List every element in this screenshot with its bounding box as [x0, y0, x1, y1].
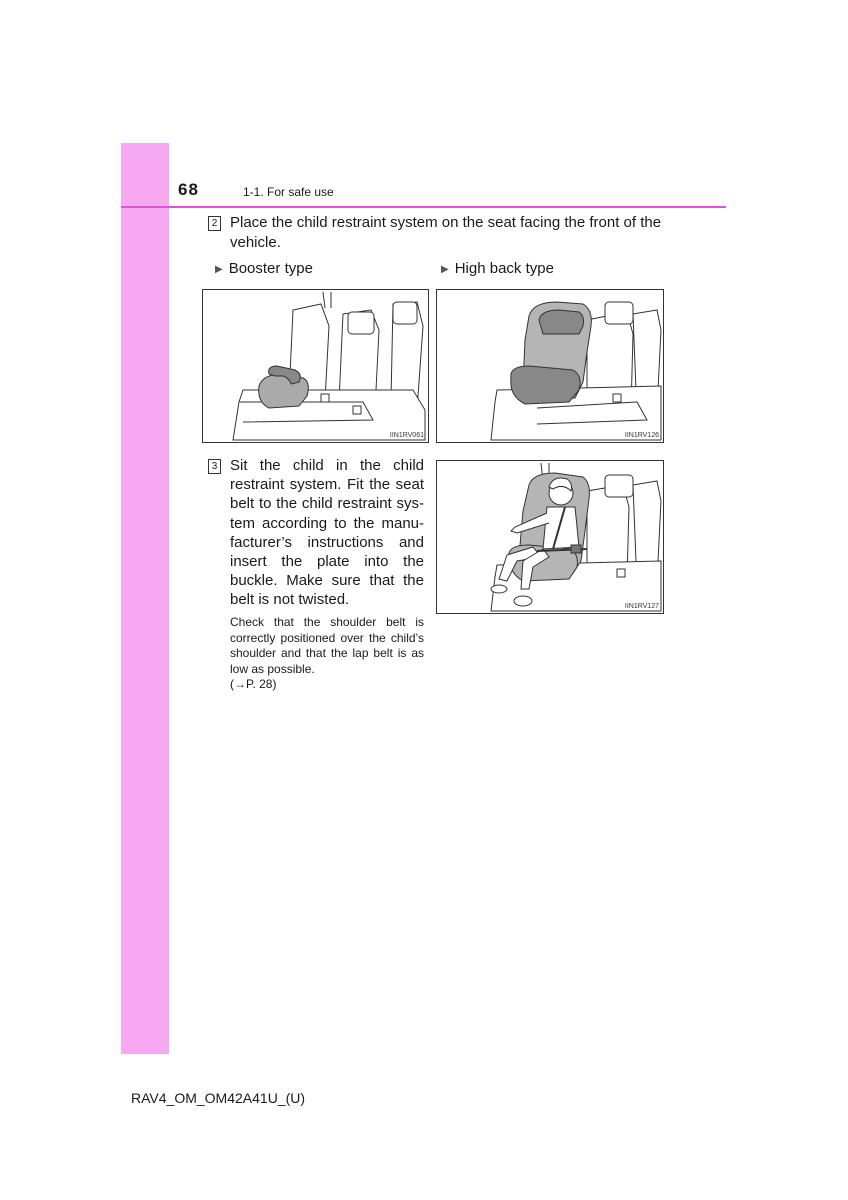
chapter-tab-bar	[121, 143, 169, 1054]
child-seated-illustration	[436, 460, 664, 614]
child-seated-drawing	[437, 461, 663, 613]
figure-code: IIN1RV127	[624, 603, 659, 610]
page-number: 68	[178, 180, 199, 199]
high-back-seat-illustration	[436, 289, 664, 443]
booster-type-label: Booster type	[228, 260, 313, 277]
step-number-3: 3	[208, 459, 221, 474]
step3-instruction: Sit the child in the child restraint system. Fit the seat belt to the child restraint sys-tem according to the manu-facturer’s instructions and insert the plate into the buckle. Make sure that the belt is not twisted.	[230, 457, 424, 609]
note-text: Check that the shoulder belt is correctly positioned over the child’s shoulder and that the lap belt is as low as possible.	[230, 615, 424, 676]
figure-code: IIN1RV061	[389, 432, 424, 439]
step-number-2: 2	[208, 216, 221, 231]
page-reference: (→P. 28)	[230, 677, 277, 691]
header-divider	[121, 206, 726, 208]
document-id-footer: RAV4_OM_OM42A41U_(U)	[131, 1090, 306, 1106]
high-back-type-label: High back type	[454, 260, 554, 277]
step3-note	[230, 615, 424, 693]
high-back-type-heading	[441, 260, 554, 280]
booster-type-heading	[215, 260, 313, 280]
figure-code: IIN1RV126	[624, 432, 659, 439]
high-back-seat-drawing	[437, 290, 663, 442]
booster-seat-illustration	[202, 289, 429, 443]
section-title: 1-1. For safe use	[243, 185, 334, 199]
step2-instruction: Place the child restraint system on the seat facing the front of the vehicle.	[230, 214, 662, 251]
triangle-bullet-icon: ▶	[441, 264, 449, 275]
booster-seat-drawing	[203, 290, 428, 442]
triangle-bullet-icon: ▶	[215, 264, 223, 275]
